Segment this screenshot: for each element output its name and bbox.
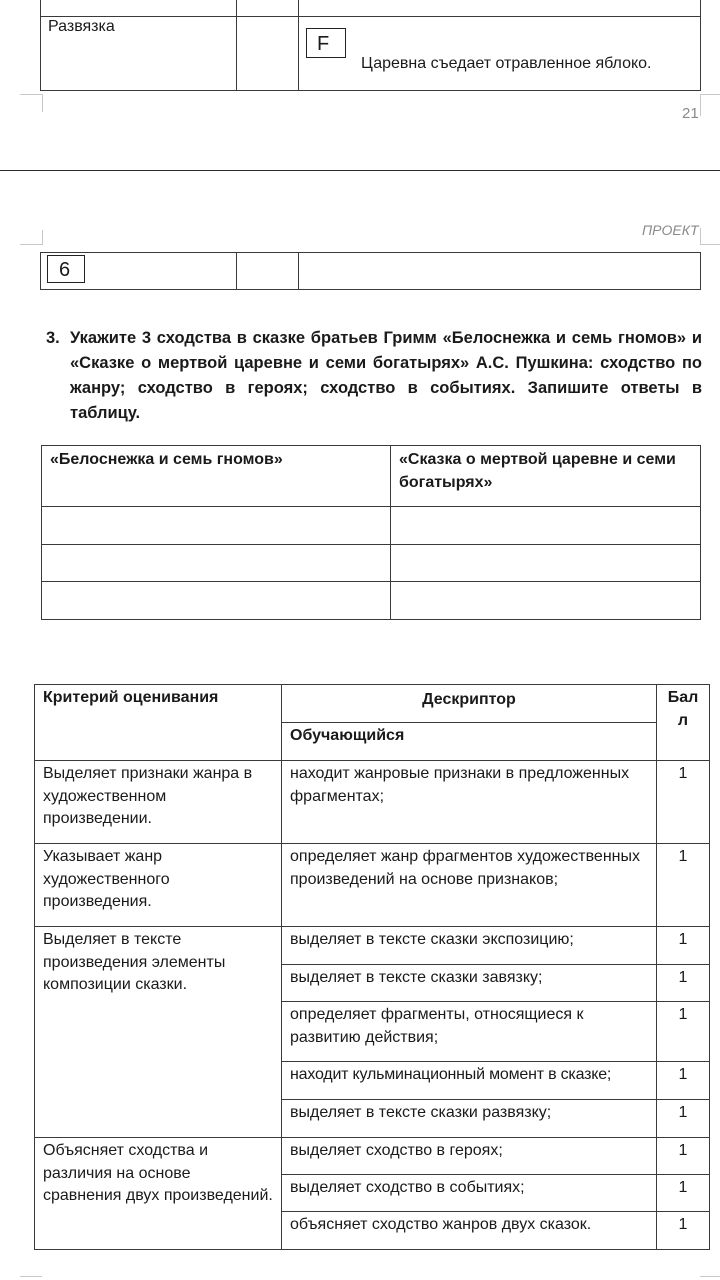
margin-mark [700, 94, 720, 95]
table-border [40, 16, 701, 17]
table-border [40, 0, 41, 91]
event-text: Царевна съедает отравленное яблоко. [361, 55, 652, 72]
points: 1 [657, 844, 710, 927]
header-learner: Обучающийся [282, 723, 657, 761]
table-border [700, 252, 701, 290]
answer-cell [391, 507, 701, 545]
descriptor: определяет фрагменты, относящиеся к развитию действия; [282, 1002, 657, 1062]
answer-cell [42, 582, 391, 620]
answer-cell [391, 582, 701, 620]
margin-mark [700, 1276, 720, 1277]
criterion: Объясняет сходства и различия на основе сравнения двух произведений. [35, 1138, 282, 1250]
margin-mark [20, 1276, 42, 1277]
margin-mark [42, 94, 43, 112]
margin-mark [700, 228, 701, 244]
criterion: Выделяет в тексте произведения элементы композиции сказки. [35, 927, 282, 1138]
criterion: Указывает жанр художественного произведения. [35, 844, 282, 927]
header-descriptor: Дескриптор [282, 685, 657, 723]
descriptor: определяет жанр фрагментов художественных произведений на основе признаков; [282, 844, 657, 927]
letter-box: F [306, 28, 346, 58]
column-header-snow-white: «Белоснежка и семь гномов» [42, 446, 391, 507]
criteria-table [34, 684, 710, 1250]
page-separator [0, 170, 720, 171]
margin-mark [20, 244, 42, 245]
answer-cell [42, 545, 391, 582]
points: 1 [657, 761, 710, 844]
margin-mark [20, 94, 42, 95]
draft-watermark: ПРОЕКТ [642, 222, 699, 238]
descriptor: выделяет сходство в событиях; [282, 1175, 657, 1212]
margin-mark [700, 244, 720, 245]
task-3 [46, 326, 702, 426]
table-border [236, 252, 237, 290]
header-criterion: Критерий оценивания [35, 685, 282, 761]
table-border [236, 0, 237, 91]
answer-cell [42, 507, 391, 545]
descriptor: находит кульминационный момент в сказке; [282, 1062, 657, 1100]
descriptor: объясняет сходство жанров двух сказок. [282, 1212, 657, 1250]
points: 1 [657, 1062, 710, 1100]
page-number: 21 [682, 105, 699, 122]
points: 1 [657, 1138, 710, 1175]
task-number: 3. [46, 329, 60, 347]
points: 1 [657, 1212, 710, 1250]
points: 1 [657, 1100, 710, 1138]
descriptor: находит жанровые признаки в предложенных фрагментах; [282, 761, 657, 844]
similarity-table [41, 445, 701, 620]
header-points: Балл [657, 685, 710, 761]
row-number-box: 6 [47, 255, 85, 283]
task-text: Укажите 3 сходства в сказке братьев Гримм «Белоснежка и семь гномов» и «Сказке о мертвой царевне и семи богатырях» А.С. Пушкина: сходство по жанру; сходство в героях; сходство в событиях. Запишите ответы в таблицу. [70, 329, 702, 422]
points: 1 [657, 927, 710, 965]
table-border [40, 252, 41, 290]
descriptor: выделяет в тексте сказки завязку; [282, 965, 657, 1002]
table-border [40, 252, 701, 253]
points: 1 [657, 965, 710, 1002]
table-border [700, 0, 701, 91]
points: 1 [657, 1175, 710, 1212]
criterion: Выделяет признаки жанра в художественном произведении. [35, 761, 282, 844]
margin-mark [42, 230, 43, 245]
column-header-dead-princess: «Сказка о мертвой царевне и семи богатырях» [391, 446, 701, 507]
answer-cell [391, 545, 701, 582]
descriptor: выделяет в тексте сказки развязку; [282, 1100, 657, 1138]
descriptor: выделяет сходство в героях; [282, 1138, 657, 1175]
points: 1 [657, 1002, 710, 1062]
descriptor: выделяет в тексте сказки экспозицию; [282, 927, 657, 965]
stage-label: Развязка [48, 18, 115, 35]
table-border [40, 289, 701, 290]
margin-mark [700, 94, 701, 116]
table-border [298, 252, 299, 290]
table-border [298, 0, 299, 91]
table-border [40, 90, 701, 91]
